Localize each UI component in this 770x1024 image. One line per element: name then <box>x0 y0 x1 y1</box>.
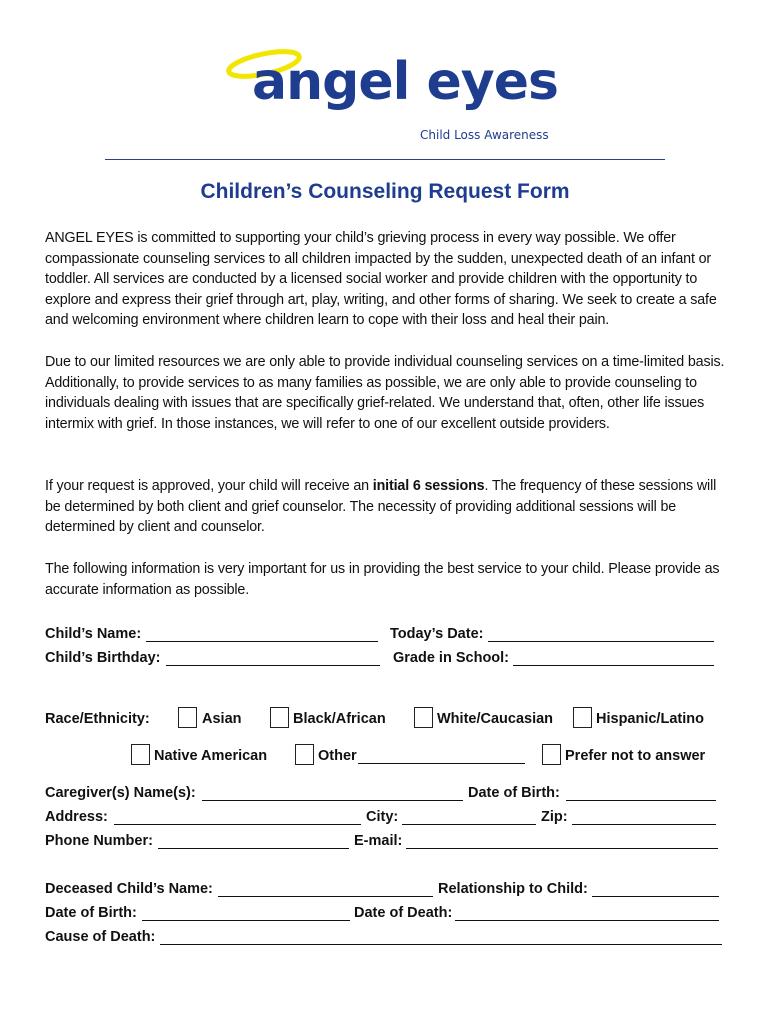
phone-field[interactable] <box>158 848 349 849</box>
todays-date-label: Today’s Date: <box>390 626 484 642</box>
email-field[interactable] <box>406 848 718 849</box>
prefer-not-option-label: Prefer not to answer <box>565 748 706 764</box>
grade-label: Grade in School: <box>393 650 510 666</box>
date-of-death-label: Date of Death: <box>354 905 453 921</box>
deceased-dob-field[interactable] <box>142 920 350 921</box>
form-title: Children’s Counseling Request Form <box>200 180 570 203</box>
info-paragraph: The following information is very important for us in providing the best service to your child. Please provide as accurate information as possible. <box>45 561 720 598</box>
logo-wordmark: angel eyes <box>252 52 558 112</box>
sessions-paragraph <box>45 476 729 538</box>
other-option-label: Other <box>318 748 357 764</box>
date-of-death-field[interactable] <box>455 920 719 921</box>
childs-name-label: Child’s Name: <box>45 626 142 642</box>
grade-field[interactable] <box>513 665 714 666</box>
cause-of-death-label: Cause of Death: <box>45 929 156 945</box>
other-checkbox[interactable] <box>295 744 314 765</box>
caregivers-field[interactable] <box>202 800 463 801</box>
zip-label: Zip: <box>541 809 568 825</box>
cause-of-death-field[interactable] <box>160 944 722 945</box>
email-label: E-mail: <box>354 833 403 849</box>
caregiver-dob-field[interactable] <box>566 800 716 801</box>
childs-birthday-field[interactable] <box>166 665 380 666</box>
relationship-field[interactable] <box>592 896 719 897</box>
sessions-text-b: . The frequency of these sessions will be determined by both client and grief counselor. The necessity of providing additional sessions will be determined by client and counselor. <box>45 478 717 536</box>
sessions-text-a: If your request is approved, your child will receive an <box>45 478 373 494</box>
city-label: City: <box>366 809 399 825</box>
phone-label: Phone Number: <box>45 833 153 849</box>
caregiver-dob-label: Date of Birth: <box>468 785 560 801</box>
hispanic-latino-option-label: Hispanic/Latino <box>596 711 704 727</box>
childs-name-field[interactable] <box>146 641 378 642</box>
asian-checkbox[interactable] <box>178 707 197 728</box>
address-label: Address: <box>45 809 108 825</box>
white-caucasian-option-label: White/Caucasian <box>437 711 554 727</box>
black-african-checkbox[interactable] <box>270 707 289 728</box>
deceased-name-label: Deceased Child’s Name: <box>45 881 213 897</box>
intro-paragraph: ANGEL EYES is committed to supporting your child’s grieving process in every way possible. We offer compassionate counseling services to all children impacted by the sudden, unexpected death of an infant or toddler. All services are conducted by a licensed social worker and provide children with the opportunity to explore and express their grief through art, play, writing, and other forms of sharing. We seek to create a safe and welcoming environment where children learn to cope with their loss and heal their pain. <box>45 230 717 329</box>
angel-eyes-logo <box>222 44 558 154</box>
caregivers-label: Caregiver(s) Name(s): <box>45 785 196 801</box>
other-field[interactable] <box>358 763 525 764</box>
hispanic-latino-checkbox[interactable] <box>573 707 592 728</box>
native-american-option-label: Native American <box>154 748 268 764</box>
logo-tagline: Child Loss Awareness <box>420 128 549 142</box>
zip-field[interactable] <box>572 824 716 825</box>
deceased-name-field[interactable] <box>218 896 433 897</box>
header-divider <box>105 159 665 160</box>
native-american-checkbox[interactable] <box>131 744 150 765</box>
relationship-label: Relationship to Child: <box>438 881 588 897</box>
deceased-dob-label: Date of Birth: <box>45 905 137 921</box>
childs-birthday-label: Child’s Birthday: <box>45 650 161 666</box>
white-caucasian-checkbox[interactable] <box>414 707 433 728</box>
prefer-not-checkbox[interactable] <box>542 744 561 765</box>
race-label: Race/Ethnicity: <box>45 711 150 727</box>
city-field[interactable] <box>402 824 536 825</box>
asian-option-label: Asian <box>202 711 242 727</box>
black-african-option-label: Black/African <box>293 711 386 727</box>
sessions-bold: initial 6 sessions <box>372 478 485 494</box>
todays-date-field[interactable] <box>488 641 714 642</box>
address-field[interactable] <box>114 824 361 825</box>
resources-paragraph: Due to our limited resources we are only able to provide individual counseling services on a time-limited basis. Additionally, to provide services to as many families as possible, we are only able to provide counseling to individuals dealing with issues that are specifically grief-related. We understand that, often, other life issues intermix with grief. In those instances, we will refer to one of our excellent outside providers. <box>45 354 725 432</box>
